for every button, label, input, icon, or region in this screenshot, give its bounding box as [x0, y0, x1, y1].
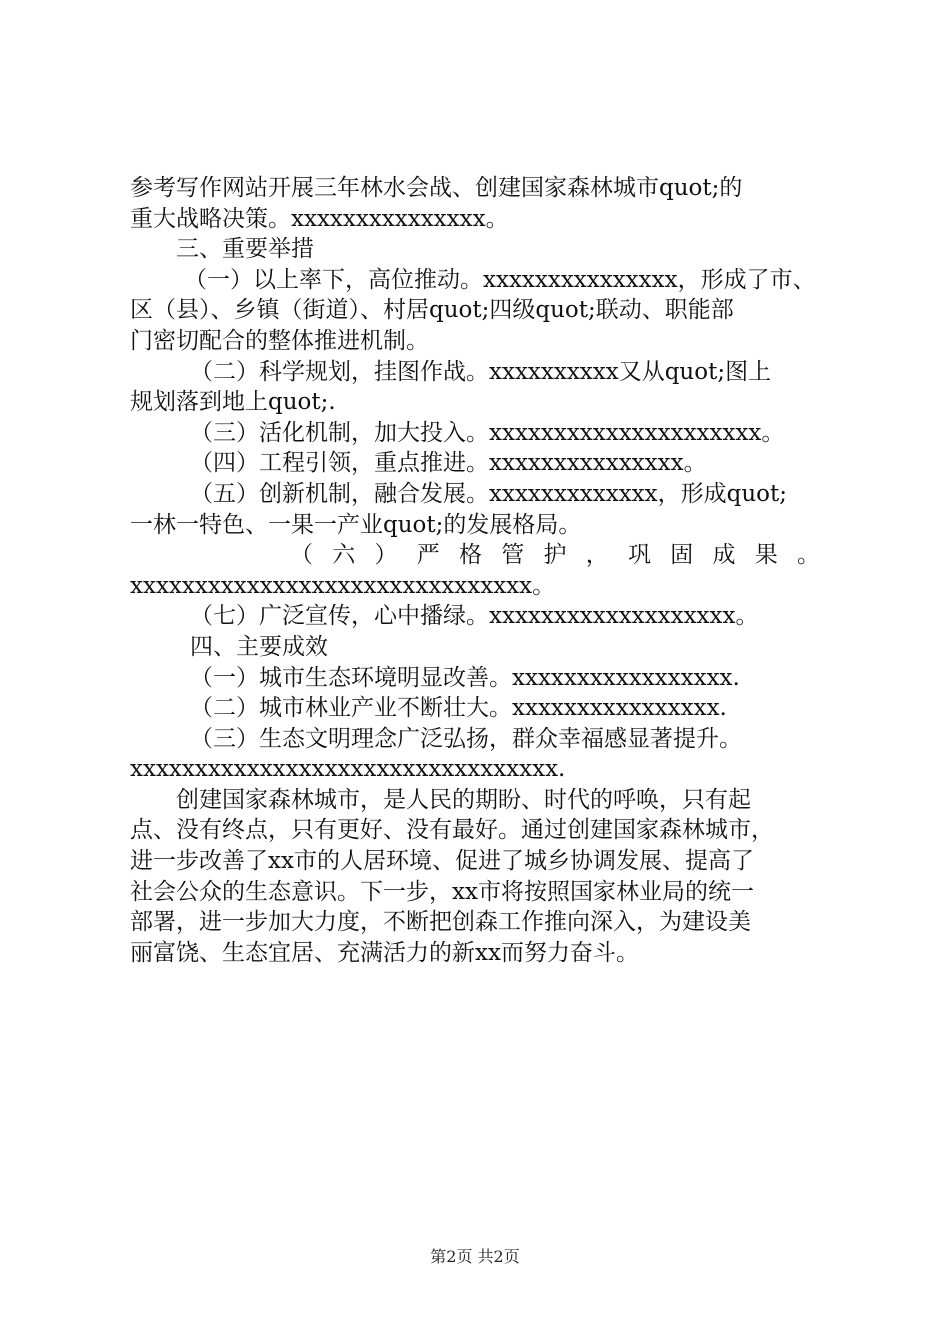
justified-line: [130, 540, 820, 571]
section-heading: 四、主要成效: [190, 633, 328, 660]
spread-char: 巩: [628, 542, 651, 569]
paragraph-line: 丽富饶、生态宜居、充满活力的新xx而努力奋斗。: [130, 939, 639, 966]
paragraph-line: （四）工程引领，重点推进。xxxxxxxxxxxxxxx。: [190, 450, 707, 477]
paragraph-line: （二）城市林业产业不断壮大。xxxxxxxxxxxxxxxx.: [190, 695, 727, 722]
paragraph-line: 点、没有终点，只有更好、没有最好。通过创建国家森林城市，: [130, 817, 774, 844]
paragraph-line: 创建国家森林城市，是人民的期盼、时代的呼唤，只有起: [176, 786, 751, 813]
paragraph-line: 参考写作网站开展三年林水会战、创建国家森林城市quot;的: [130, 175, 743, 201]
page-footer: [0, 1244, 950, 1267]
spread-char: ，: [585, 542, 609, 569]
paragraph-line: （三）活化机制，加大投入。xxxxxxxxxxxxxxxxxxxxx。: [190, 419, 785, 446]
paragraph-line: （五）创新机制，融合发展。xxxxxxxxxxxxx，形成quot;: [190, 480, 788, 507]
paragraph-line: 进一步改善了xx市的人居环境、促进了城乡协调发展、提高了: [130, 848, 754, 875]
paragraph-line: （三）生态文明理念广泛弘扬，群众幸福感显著提升。: [190, 725, 742, 752]
paragraph-line: 部署，进一步加大力度，不断把创森工作推向深入，为建设美: [130, 909, 751, 936]
spread-char: 。: [797, 542, 820, 569]
spread-char: ）: [374, 542, 398, 569]
spread-char: 护: [543, 542, 567, 569]
spread-char: 严: [416, 542, 440, 569]
spread-char: 管: [501, 542, 525, 569]
spread-char: （: [290, 542, 313, 569]
spread-char: 果: [754, 542, 778, 569]
paragraph-line: （一）以上率下，高位推动。xxxxxxxxxxxxxxx，形成了市、: [184, 266, 816, 293]
spread-char: 成: [712, 542, 736, 569]
spread-char: 固: [670, 542, 694, 569]
paragraph-line: 社会公众的生态意识。下一步，xx市将按照国家林业局的统一: [130, 878, 754, 905]
page-number: 第2页 共2页: [430, 1247, 520, 1266]
paragraph-line: xxxxxxxxxxxxxxxxxxxxxxxxxxxxxxx。: [130, 572, 556, 599]
paragraph-line: 规划落到地上quot;.: [130, 389, 336, 416]
paragraph-line: （七）广泛宣传，心中播绿。xxxxxxxxxxxxxxxxxxx。: [190, 603, 759, 630]
section-heading: 三、重要举措: [176, 236, 314, 263]
spread-char: 六: [332, 542, 356, 569]
paragraph-line: 区（县）、乡镇（街道）、村居quot;四级quot;联动、职能部: [130, 297, 734, 324]
paragraph-line: 门密切配合的整体推进机制。: [130, 327, 429, 354]
paragraph-line: xxxxxxxxxxxxxxxxxxxxxxxxxxxxxxxxx.: [130, 756, 566, 783]
document-body: [130, 173, 830, 968]
paragraph-line: （一）城市生态环境明显改善。xxxxxxxxxxxxxxxxx.: [190, 664, 740, 691]
paragraph-line: （二）科学规划，挂图作战。xxxxxxxxxx又从quot;图上: [190, 358, 772, 385]
spread-char: 格: [459, 542, 482, 569]
paragraph-line: 重大战略决策。xxxxxxxxxxxxxxx。: [130, 205, 509, 232]
paragraph-line: 一林一特色、一果一产业quot;的发展格局。: [130, 511, 582, 538]
